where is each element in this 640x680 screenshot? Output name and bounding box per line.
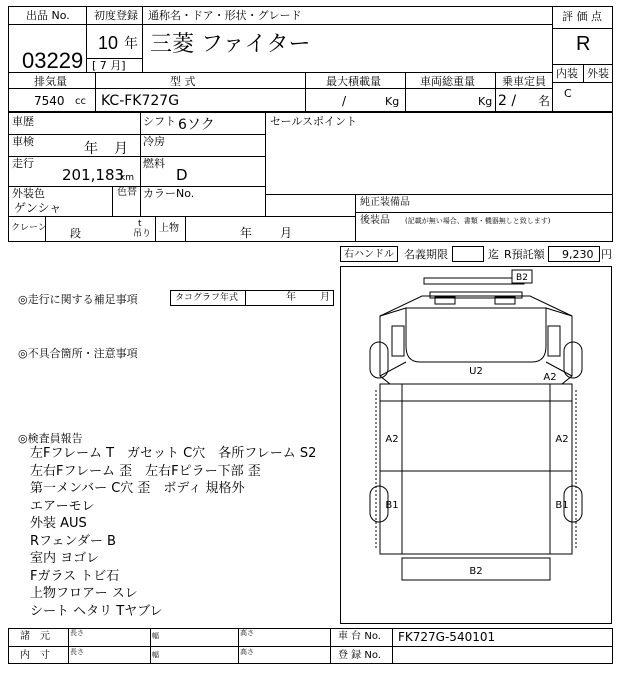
body-year: 年 bbox=[240, 226, 253, 240]
shift-label: シフト bbox=[143, 115, 176, 128]
fuel-value: D bbox=[176, 166, 188, 184]
mileage-trouble: 迄 bbox=[488, 248, 499, 261]
mark-front-top: B2 bbox=[516, 273, 528, 283]
load-slash: / bbox=[342, 94, 347, 108]
mark-b2-rear: B2 bbox=[469, 566, 483, 577]
name-header: 通称名・ドア・形状・グレード bbox=[148, 9, 302, 22]
mileage-label: 走行 bbox=[12, 157, 34, 170]
title-box bbox=[452, 246, 484, 262]
displacement-unit: cc bbox=[75, 96, 86, 107]
body-month: 月 bbox=[280, 226, 293, 240]
r-mileage-value: 9,230 bbox=[562, 248, 594, 261]
mark-a2-right: A2 bbox=[555, 434, 569, 445]
crane-label: クレーン bbox=[11, 223, 47, 233]
r-mileage-unit: 円 bbox=[601, 248, 612, 261]
car-name: 三菱 ファイター bbox=[150, 32, 311, 57]
inspector-header: ◎検査員報告 bbox=[18, 432, 83, 445]
mark-b1-left: B1 bbox=[385, 500, 399, 511]
tacho-label: タコグラフ年式 bbox=[175, 293, 239, 303]
inspection-month: 月 bbox=[114, 141, 128, 157]
aftermarket-label: 後装品 bbox=[360, 215, 390, 226]
chassis-value: FK727G-540101 bbox=[398, 630, 496, 644]
aftermarket-note: (記載が無い場合、書類・機器無しと致します) bbox=[405, 217, 551, 225]
shift-value: 6ソク bbox=[178, 117, 215, 133]
dimension-label: 内 寸 bbox=[20, 650, 50, 661]
mark-a2-upper-right: A2 bbox=[543, 372, 557, 383]
lot-label: 出品 No. bbox=[26, 9, 70, 22]
inspector-line: 上物フロアー スレ bbox=[30, 586, 138, 601]
truck-diagram bbox=[340, 266, 612, 624]
driving-header: ◎走行に関する補足事項 bbox=[18, 293, 138, 306]
inspector-line: Rフェンダー B bbox=[30, 533, 116, 549]
capacity-value: 2 / bbox=[498, 93, 517, 109]
r-mileage-label: R預託額 bbox=[504, 248, 545, 261]
inspection-label: 車検 bbox=[12, 135, 34, 148]
interior-label: 内装 bbox=[556, 67, 578, 80]
crane-stage: 段 bbox=[70, 227, 81, 240]
height-label-1: 高さ bbox=[240, 629, 254, 637]
grade-value: R bbox=[576, 33, 591, 55]
color-label: 外装色 bbox=[12, 187, 45, 200]
inspector-line: シート ヘタリ Tヤブレ bbox=[30, 603, 163, 619]
registration-no-label: 登 録 No. bbox=[338, 650, 381, 661]
load-label: 最大積載量 bbox=[326, 75, 381, 88]
model-value: KC-FK727G bbox=[101, 93, 180, 109]
ac-label: 冷房 bbox=[143, 135, 165, 148]
sales-label: セールスポイント bbox=[270, 115, 358, 128]
capacity-label: 乗車定員 bbox=[502, 75, 546, 88]
defect-header: ◎不具合箇所・注意事項 bbox=[18, 347, 138, 360]
spec-label: 諸 元 bbox=[20, 631, 50, 642]
tacho-year: 年 bbox=[286, 292, 296, 303]
year-value: 10 bbox=[98, 33, 119, 53]
width-label-1: 幅 bbox=[152, 632, 159, 640]
inspection-year: 年 bbox=[84, 141, 98, 157]
weight-unit: Kg bbox=[478, 95, 493, 108]
inspector-line: 外装 AUS bbox=[30, 516, 87, 531]
mark-u2: U2 bbox=[469, 366, 483, 377]
inspector-line: 第一メンバー C穴 歪 ボディ 規格外 bbox=[30, 481, 245, 496]
year-unit: 年 bbox=[124, 36, 138, 52]
interior-value: C bbox=[564, 87, 572, 100]
body-label: 上物 bbox=[159, 223, 179, 234]
height-label-2: 高さ bbox=[240, 648, 254, 656]
history-label: 車歴 bbox=[12, 115, 34, 128]
mark-b1-right: B1 bbox=[555, 500, 569, 511]
type-label: 型 式 bbox=[170, 75, 196, 88]
displacement-value: 7540 bbox=[34, 94, 65, 108]
mark-a2-left: A2 bbox=[385, 434, 399, 445]
registration-label: 初度登録 bbox=[94, 9, 138, 22]
color-no-label: カラーNo. bbox=[143, 187, 195, 200]
inspector-line: Fガラス トビ石 bbox=[30, 568, 120, 584]
weight-label: 車両総重量 bbox=[420, 75, 475, 88]
inspector-line: 左右Fフレーム 歪 左右Fピラー下部 歪 bbox=[30, 463, 261, 479]
capacity-unit: 名 bbox=[538, 94, 551, 108]
crane-ton-top: t bbox=[138, 219, 142, 229]
fuel-label: 燃料 bbox=[143, 157, 165, 170]
color-value: ゲンシャ bbox=[14, 201, 62, 215]
equipment-label: 純正装備品 bbox=[360, 197, 410, 208]
width-label-2: 幅 bbox=[152, 651, 159, 659]
color-change-label: 色替 bbox=[117, 187, 137, 198]
tacho-month: 月 bbox=[320, 292, 330, 303]
inspector-line: 室内 ヨゴレ bbox=[30, 551, 100, 566]
chassis-label: 車 台 No. bbox=[338, 631, 381, 642]
inspector-line: 左Fフレーム T ガセット C穴 各所フレーム S2 bbox=[30, 446, 317, 461]
load-unit: Kg bbox=[385, 95, 400, 108]
inspector-line: エアーモレ bbox=[30, 498, 95, 514]
length-label-2: 長さ bbox=[70, 648, 84, 656]
grade-header: 評 価 点 bbox=[562, 10, 602, 23]
month-value: [ 7 月] bbox=[92, 59, 126, 72]
title-label: 名義期限 bbox=[404, 248, 448, 261]
length-label-1: 長さ bbox=[70, 629, 84, 637]
mileage-unit: km bbox=[120, 173, 134, 183]
mileage-value: 201,183 bbox=[62, 166, 125, 184]
lot-number: 03229 bbox=[22, 48, 84, 73]
displacement-label: 排気量 bbox=[34, 75, 67, 88]
exterior-label: 外装 bbox=[587, 67, 609, 80]
rhd-flag: 右ハンドル bbox=[340, 246, 398, 262]
crane-ton: 吊り bbox=[133, 229, 152, 239]
